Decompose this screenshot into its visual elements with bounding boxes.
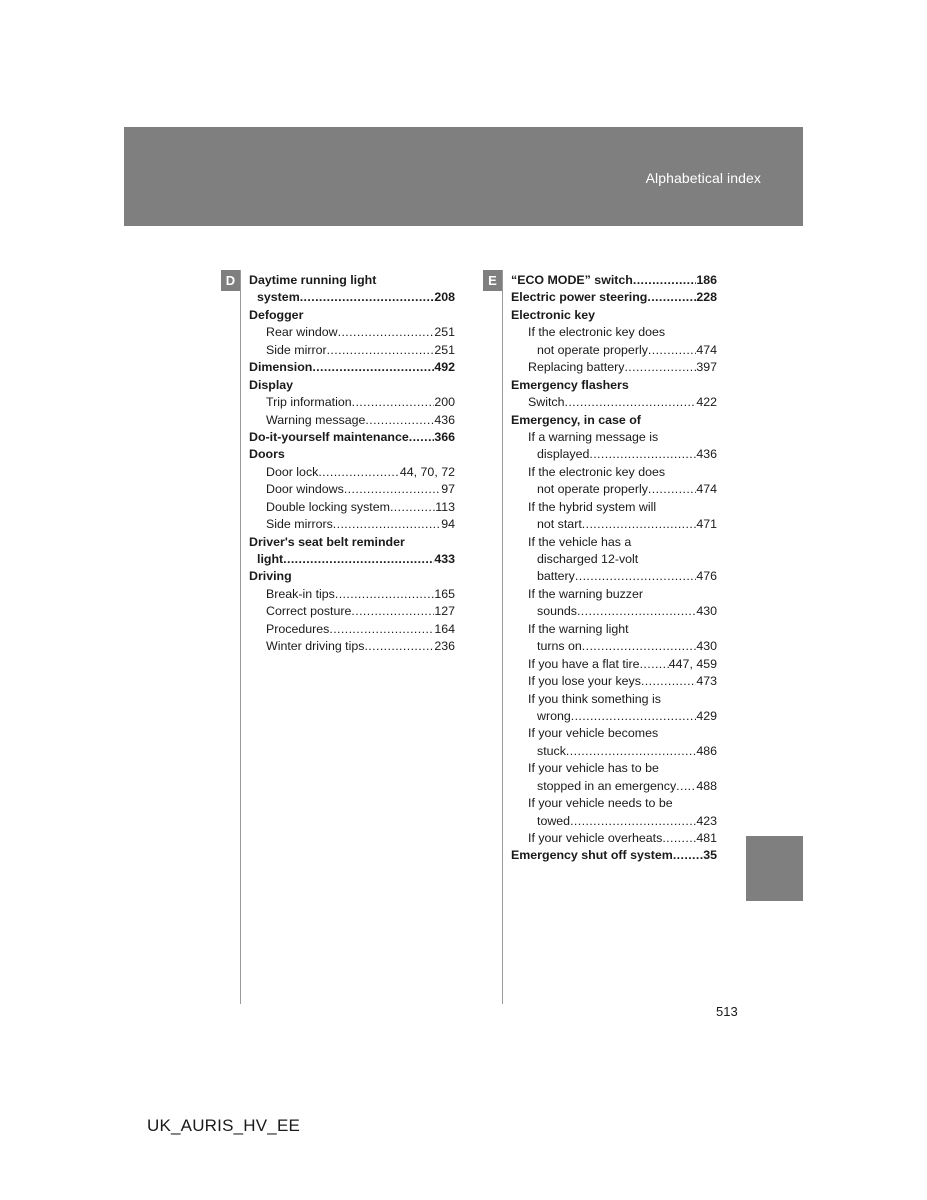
index-entry-page: 429	[696, 708, 717, 723]
index-entry	[511, 516, 717, 533]
index-entry-text: If your vehicle needs to be	[528, 796, 673, 811]
index-entry-page: 481	[696, 831, 717, 845]
index-entry-text: Electric power steering	[511, 290, 648, 305]
index-entry-page: 430	[696, 604, 717, 619]
index-entry-text: Rear window	[266, 325, 338, 340]
index-entry-page: 422	[696, 395, 717, 410]
chapter-thumb-tab	[746, 836, 803, 901]
index-entry	[249, 272, 455, 289]
index-entry	[249, 429, 455, 446]
index-entry	[511, 760, 717, 777]
index-entry-text: not operate properly	[537, 342, 648, 357]
index-entry-page: 228	[696, 290, 717, 305]
index-entry-text: Defogger	[249, 307, 304, 322]
index-entry	[249, 324, 455, 341]
index-entry	[511, 795, 717, 812]
index-entry-page: 486	[696, 743, 717, 758]
index-entry-page: 113	[435, 499, 455, 514]
index-entry	[511, 289, 717, 306]
chapter-header-band	[124, 127, 803, 226]
index-entry	[511, 673, 717, 690]
index-entry	[249, 446, 455, 463]
index-entry-text: If you have a flat tire	[528, 656, 640, 671]
index-entry-text: Display	[249, 377, 294, 392]
index-entry-text: discharged 12-volt	[537, 552, 639, 566]
index-entry	[249, 342, 455, 359]
dot-leader	[338, 324, 435, 341]
index-entry-page: 164	[434, 621, 455, 636]
index-entry-text: If a warning message is	[528, 429, 659, 444]
dot-leader	[662, 830, 696, 847]
dot-leader	[333, 516, 441, 533]
index-entry-page: 186	[696, 273, 717, 287]
index-entry-text: Side mirrors	[266, 517, 333, 532]
index-entry-text: If the electronic key does	[528, 325, 666, 340]
dot-leader	[624, 359, 696, 376]
index-entry-text: stuck	[537, 743, 566, 758]
index-entry-text: Double locking system	[266, 499, 390, 514]
index-entry	[511, 429, 717, 446]
index-entry	[511, 638, 717, 655]
index-entry	[249, 289, 455, 306]
index-entry-page: 127	[434, 604, 455, 619]
index-column-d	[249, 272, 455, 656]
index-entry-page: 44, 70, 72	[399, 464, 455, 479]
dot-leader	[335, 586, 434, 603]
index-entry-text: If the hybrid system will	[528, 499, 657, 514]
dot-leader	[641, 673, 696, 690]
index-column-e	[511, 272, 717, 865]
index-entry-text: Break-in tips	[266, 586, 335, 601]
index-entry	[511, 568, 717, 585]
index-entry	[511, 603, 717, 620]
index-entry	[249, 394, 455, 411]
section-letter-d: D	[221, 270, 240, 291]
dot-leader	[390, 499, 435, 516]
index-entry-text: “ECO MODE” switch	[511, 273, 633, 287]
index-entry-text: not operate properly	[537, 482, 648, 497]
index-entry	[249, 638, 455, 655]
index-entry	[249, 568, 455, 585]
index-entry	[511, 813, 717, 830]
index-entry	[511, 743, 717, 760]
index-entry-page: 397	[696, 360, 717, 375]
index-entry	[249, 534, 455, 551]
index-entry-text: If your vehicle becomes	[528, 726, 659, 741]
index-entry-page: 474	[696, 342, 717, 357]
index-entry-text: If your vehicle has to be	[528, 761, 659, 776]
index-entry	[511, 586, 717, 603]
index-entry	[249, 307, 455, 324]
dot-leader	[312, 359, 434, 376]
index-entry-text: Trip information	[266, 395, 352, 410]
index-entry-text: sounds	[537, 604, 577, 619]
dot-leader	[570, 813, 696, 830]
index-entry-page: 423	[696, 813, 717, 828]
page-number: 513	[716, 1004, 738, 1019]
column-divider-d	[240, 270, 241, 1004]
dot-leader	[364, 638, 434, 655]
index-entry-page: 366	[434, 429, 455, 444]
index-entry-page: 471	[696, 517, 717, 532]
dot-leader	[577, 603, 696, 620]
index-entry-text: light	[257, 552, 284, 566]
index-entry-page: 492	[434, 360, 455, 375]
index-entry-text: turns on	[537, 639, 582, 654]
index-entry	[511, 830, 717, 847]
dot-leader	[409, 429, 435, 446]
dot-leader	[365, 412, 434, 429]
index-entry-page: 165	[434, 586, 455, 601]
index-entry-page: 97	[441, 482, 455, 497]
dot-leader	[327, 342, 435, 359]
index-entry	[249, 551, 455, 568]
index-entry-text: Door windows	[266, 482, 344, 497]
index-entry-text: If the warning buzzer	[528, 586, 644, 601]
dot-leader	[344, 481, 441, 498]
dot-leader	[640, 656, 669, 673]
document-code: UK_AURIS_HV_EE	[147, 1116, 301, 1135]
index-entry-page: 430	[696, 639, 717, 654]
dot-leader	[571, 708, 697, 725]
index-entry	[511, 342, 717, 359]
column-divider-e	[502, 270, 503, 1004]
index-entry	[511, 464, 717, 481]
index-entry-text: Doors	[249, 447, 285, 462]
dot-leader	[575, 568, 696, 585]
index-entry	[511, 534, 717, 551]
index-entry	[511, 324, 717, 341]
index-entry	[511, 394, 717, 411]
index-entry-text: Emergency, in case of	[511, 412, 641, 427]
dot-leader	[673, 847, 703, 864]
index-entry-text: Correct posture	[266, 604, 352, 619]
index-entry-text: If you think something is	[528, 691, 661, 706]
dot-leader	[589, 446, 696, 463]
index-entry-text: Driver's seat belt reminder	[249, 534, 405, 549]
index-entry	[249, 412, 455, 429]
index-entry-text: towed	[537, 813, 571, 828]
index-entry	[511, 725, 717, 742]
index-entry-page: 208	[434, 290, 455, 305]
index-entry	[511, 499, 717, 516]
index-entry-page: 488	[696, 778, 717, 793]
dot-leader	[647, 289, 696, 306]
index-entry	[511, 778, 717, 795]
dot-leader	[318, 464, 400, 481]
dot-leader	[283, 551, 434, 568]
index-entry	[249, 516, 455, 533]
dot-leader	[582, 516, 697, 533]
index-entry	[511, 621, 717, 638]
index-entry-page: 473	[696, 674, 717, 689]
dot-leader	[582, 638, 697, 655]
index-entry-text: displayed	[537, 447, 590, 462]
index-entry-page: 447, 459	[668, 656, 717, 671]
section-letter-e: E	[483, 270, 502, 291]
index-entry	[511, 481, 717, 498]
index-entry-text: Driving	[249, 569, 292, 584]
index-entry-text: If the warning light	[528, 621, 629, 636]
index-entry	[511, 847, 717, 864]
index-entry-text: Emergency flashers	[511, 377, 629, 392]
index-entry	[249, 603, 455, 620]
dot-leader	[352, 394, 435, 411]
dot-leader	[351, 603, 434, 620]
index-entry-page: 433	[434, 552, 455, 566]
index-entry-text: Electronic key	[511, 307, 596, 322]
index-entry-text: Dimension	[249, 360, 313, 375]
index-entry-text: If the electronic key does	[528, 464, 666, 479]
index-entry-text: If the vehicle has a	[528, 534, 632, 549]
dot-leader	[676, 778, 696, 795]
index-entry-text: Emergency shut off system	[511, 848, 673, 863]
index-entry	[511, 307, 717, 324]
dot-leader	[566, 743, 696, 760]
index-entry	[511, 412, 717, 429]
index-entry-page: 251	[434, 342, 455, 357]
index-entry	[511, 691, 717, 708]
index-entry	[249, 499, 455, 516]
dot-leader	[648, 481, 696, 498]
index-entry-text: wrong	[537, 708, 571, 723]
index-entry-page: 94	[441, 517, 455, 532]
index-entry	[249, 481, 455, 498]
index-entry-text: Do-it-yourself maintenance	[249, 429, 409, 444]
index-entry-text: If your vehicle overheats	[528, 831, 663, 845]
index-entry	[511, 708, 717, 725]
index-entry	[511, 359, 717, 376]
index-entry-page: 436	[696, 447, 717, 462]
index-entry	[249, 377, 455, 394]
index-entry-text: Replacing battery	[528, 360, 625, 375]
index-entry-text: system	[257, 290, 300, 305]
index-entry-page: 436	[434, 412, 455, 427]
index-entry	[249, 621, 455, 638]
dot-leader	[648, 342, 696, 359]
index-entry-page: 236	[434, 639, 455, 654]
index-entry-page: 35	[703, 848, 717, 863]
index-entry	[511, 551, 717, 568]
dot-leader	[565, 394, 697, 411]
index-entry	[249, 464, 455, 481]
index-entry-page: 251	[434, 325, 455, 340]
index-entry-page: 476	[696, 569, 717, 584]
index-entry-text: stopped in an emergency	[537, 778, 677, 793]
index-entry-text: Daytime running light	[249, 273, 377, 287]
chapter-title: Alphabetical index	[645, 170, 761, 186]
index-entry-text: Warning message	[266, 412, 366, 427]
index-entry-text: not start	[537, 517, 582, 532]
index-entry	[511, 377, 717, 394]
index-entry-text: Procedures	[266, 621, 330, 636]
index-entry-text: If you lose your keys	[528, 674, 641, 689]
index-entry	[511, 446, 717, 463]
index-entry-page: 200	[434, 395, 455, 410]
index-entry-text: Side mirror	[266, 342, 327, 357]
index-entry	[511, 272, 717, 289]
index-entry-text: battery	[537, 569, 575, 584]
index-entry	[249, 586, 455, 603]
dot-leader	[329, 621, 434, 638]
index-entry	[249, 359, 455, 376]
index-entry-text: Door lock	[266, 464, 319, 479]
dot-leader	[633, 272, 696, 289]
index-entry-text: Winter driving tips	[266, 639, 365, 654]
dot-leader	[300, 289, 435, 306]
index-entry-page: 474	[696, 482, 717, 497]
index-entry	[511, 656, 717, 673]
index-entry-text: Switch	[528, 395, 565, 410]
